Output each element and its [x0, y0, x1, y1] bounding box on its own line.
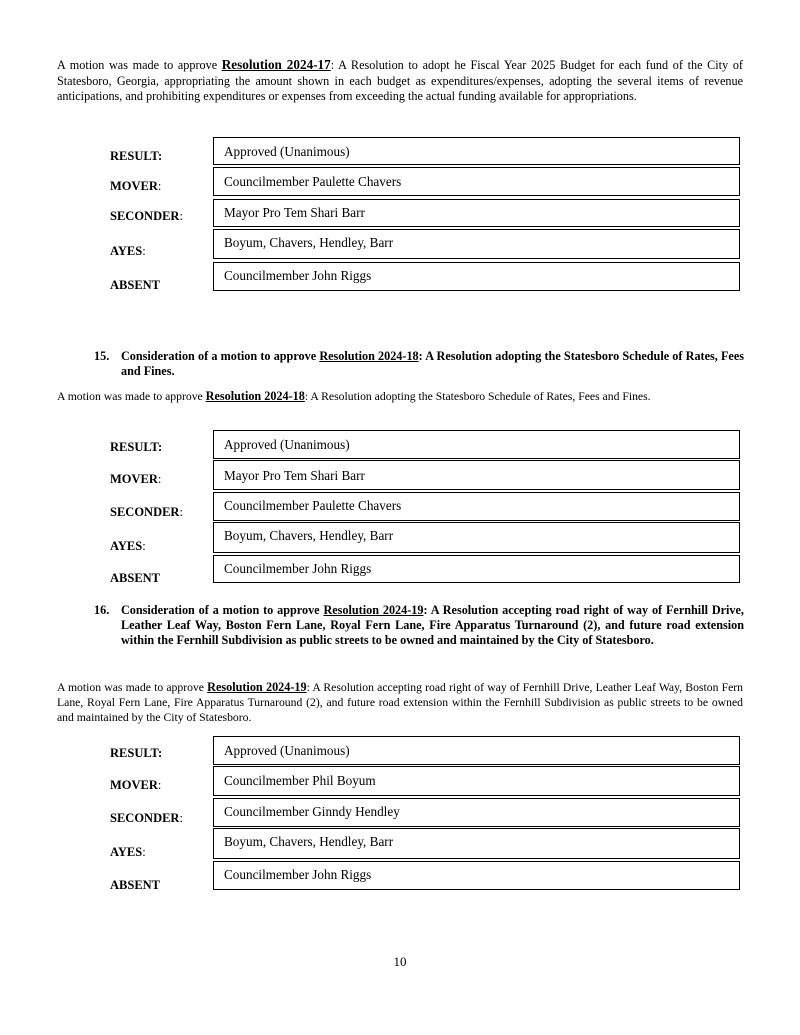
resolution-link-2024-17[interactable]: Resolution 2024-17: [221, 57, 331, 72]
mover-value: Councilmember Phil Boyum: [213, 766, 740, 796]
seconder-label: SECONDER:: [110, 811, 183, 825]
absent-value: Councilmember John Riggs: [213, 861, 740, 890]
ayes-value: Boyum, Chavers, Hendley, Barr: [213, 522, 740, 553]
result-label: RESULT:: [110, 149, 163, 163]
motion-paragraph-2024-19: [57, 680, 743, 726]
ayes-label: AYES:: [110, 244, 146, 258]
result-value: Approved (Unanimous): [213, 430, 740, 459]
seconder-value: Mayor Pro Tem Shari Barr: [213, 199, 740, 227]
resolution-link-2024-18[interactable]: Resolution 2024-18: [205, 389, 305, 403]
motion-text-body: : A Resolution accepting road right of way of Fernhill Drive, Leather Leaf Way, Boston Fern Lane, Royal Fern Lane, Fire Apparatus Turnaround (2), and future road extension within the Fernhill Subdivision as public streets to be owned and maintained by the City of Statesboro.: [57, 681, 744, 725]
page-number: 10: [393, 954, 407, 969]
motion-text-prefix: A motion was made to approve: [57, 58, 222, 72]
seconder-value: Councilmember Ginndy Hendley: [213, 798, 740, 827]
mover-label: MOVER:: [110, 472, 162, 486]
agenda-item-16-heading: 16. Consideration of a motion to approve Resolution 2024-19: A Resolution accepting road right of way of Fernhill Drive, Leather Leaf Way, Boston Fern Lane, Royal Fern Lane, Fire Apparatus Turnaround (2), and future road extension within the Fernhill Subdivision as public streets to be owned and maintained by the City of Statesboro.: [94, 603, 744, 648]
ayes-label: AYES:: [110, 845, 146, 859]
motion-text-prefix: A motion was made to approve: [57, 681, 208, 694]
motion-text-prefix: A motion was made to approve: [57, 390, 206, 403]
seconder-label: SECONDER:: [110, 505, 183, 519]
absent-label: ABSENT: [110, 278, 161, 292]
mover-label: MOVER:: [110, 179, 162, 193]
motion-paragraph-2024-18: [57, 389, 743, 404]
mover-label: MOVER:: [110, 778, 162, 792]
resolution-link-2024-19[interactable]: Resolution 2024-19: [207, 680, 307, 694]
absent-label: ABSENT: [110, 878, 161, 892]
ayes-value: Boyum, Chavers, Hendley, Barr: [213, 229, 740, 259]
heading-resolution-2024-18[interactable]: Resolution 2024-18: [319, 349, 419, 363]
result-value: Approved (Unanimous): [213, 137, 740, 165]
ayes-label: AYES:: [110, 539, 146, 553]
absent-label: ABSENT: [110, 571, 161, 585]
mover-value: Mayor Pro Tem Shari Barr: [213, 460, 740, 490]
seconder-label: SECONDER:: [110, 209, 183, 223]
heading-resolution-2024-19[interactable]: Resolution 2024-19: [323, 603, 424, 617]
agenda-item-number: 16.: [94, 603, 110, 617]
agenda-item-number: 15.: [94, 349, 110, 363]
motion-text-body: : A Resolution to adopt he Fiscal Year 2025 Budget for each fund of the City of Statesboro, Georgia, appropriating the amount shown in each budget as expenditures/expenses, adopting the several items of revenue anticipations, and prohibiting expenditures or expenses from exceeding the actual funding available for appropriations.: [57, 58, 743, 103]
absent-value: Councilmember John Riggs: [213, 262, 740, 291]
seconder-value: Councilmember Paulette Chavers: [213, 492, 740, 521]
agenda-item-15-heading: 15. Consideration of a motion to approve Resolution 2024-18: A Resolution adopting the Statesboro Schedule of Rates, Fees and Fines.: [94, 349, 744, 379]
absent-value: Councilmember John Riggs: [213, 555, 740, 583]
motion-paragraph-2024-17: [57, 57, 743, 105]
result-value: Approved (Unanimous): [213, 736, 740, 765]
result-label: RESULT:: [110, 746, 163, 760]
result-label: RESULT:: [110, 440, 163, 454]
mover-value: Councilmember Paulette Chavers: [213, 167, 740, 196]
motion-text-body: : A Resolution adopting the Statesboro Schedule of Rates, Fees and Fines.: [304, 390, 651, 403]
ayes-value: Boyum, Chavers, Hendley, Barr: [213, 828, 740, 859]
